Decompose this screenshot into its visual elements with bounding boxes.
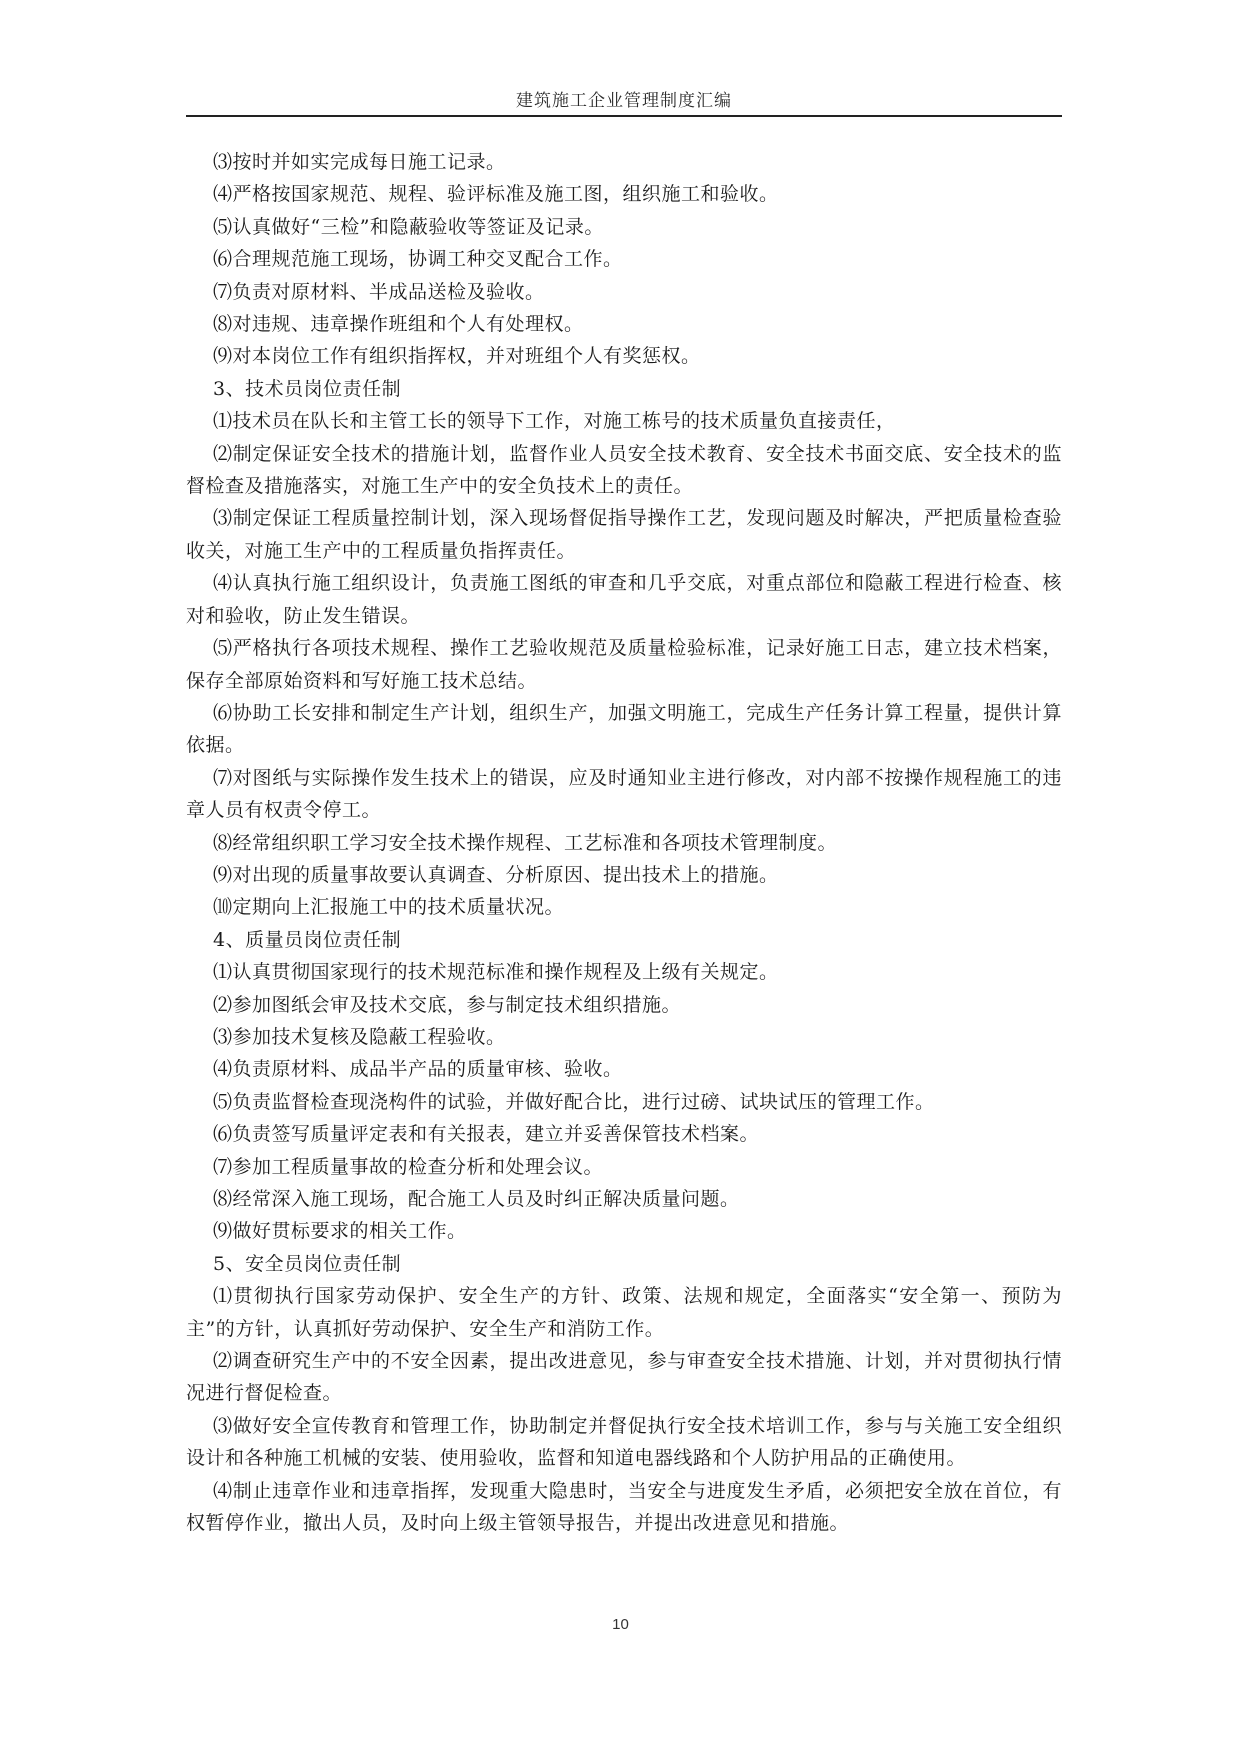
paragraph: ⑵调查研究生产中的不安全因素，提出改进意见，参与审查安全技术措施、计划，并对贯彻执行情况进行督促检查。 xyxy=(186,1350,1062,1405)
paragraph: ⑶按时并如实完成每日施工记录。 xyxy=(213,151,506,173)
paragraph: ⑸负责监督检查现浇构件的试验，并做好配合比，进行过磅、试块试压的管理工作。 xyxy=(213,1090,935,1113)
paragraph: ⑻经常深入施工现场，配合施工人员及时纠正解决质量问题。 xyxy=(213,1188,740,1210)
paragraph: ⑵参加图纸会审及技术交底，参与制定技术组织措施。 xyxy=(213,993,682,1016)
paragraph: ⑴贯彻执行国家劳动保护、安全生产的方针、政策、法规和规定，全面落实“安全第一、预防为主”的方针，认真抓好劳动保护、安全生产和消防工作。 xyxy=(186,1285,1062,1340)
paragraph: ⑴技术员在队长和主管工长的领导下工作，对施工栋号的技术质量负直接责任， xyxy=(213,410,896,433)
paragraph: ⑼对本岗位工作有组织指挥权，并对班组个人有奖惩权。 xyxy=(213,345,701,368)
paragraph: ⑷负责原材料、成品半产品的质量审核、验收。 xyxy=(213,1058,623,1081)
body-text xyxy=(186,146,1062,1539)
paragraph: ⑷认真执行施工组织设计，负责施工图纸的审查和几乎交底，对重点部位和隐蔽工程进行检查、核对和验收，防止发生错误。 xyxy=(186,572,1062,627)
paragraph: ⑻对违规、违章操作班组和个人有处理权。 xyxy=(213,313,584,336)
paragraph: ⑺负责对原材料、半成品送检及验收。 xyxy=(213,280,545,303)
paragraph: ⑷制止违章作业和违章指挥，发现重大隐患时，当安全与进度发生矛盾，必须把安全放在首位，有权暂停作业，撤出人员，及时向上级主管领导报告，并提出改进意见和措施。 xyxy=(186,1479,1062,1535)
paragraph: ⑽定期向上汇报施工中的技术质量状况。 xyxy=(213,896,565,919)
paragraph: ⑹协助工长安排和制定生产计划，组织生产，加强文明施工，完成生产任务计算工程量，提供计算依据。 xyxy=(186,701,1062,757)
page-number: 10 xyxy=(612,1616,629,1633)
section-heading: 5、安全员岗位责任制 xyxy=(213,1252,402,1275)
section-heading: 3、技术员岗位责任制 xyxy=(213,377,402,400)
paragraph: ⑹合理规范施工现场，协调工种交叉配合工作。 xyxy=(213,248,623,271)
paragraph: ⑸认真做好“三检”和隐蔽验收等签证及记录。 xyxy=(213,215,604,238)
paragraph: ⑺参加工程质量事故的检查分析和处理会议。 xyxy=(213,1155,604,1178)
paragraph: ⑷严格按国家规范、规程、验评标准及施工图，组织施工和验收。 xyxy=(213,183,779,206)
paragraph: ⑻经常组织职工学习安全技术操作规程、工艺标准和各项技术管理制度。 xyxy=(213,831,838,854)
paragraph: ⑼做好贯标要求的相关工作。 xyxy=(213,1220,467,1243)
paragraph: ⑵制定保证安全技术的措施计划，监督作业人员安全技术教育、安全技术书面交底、安全技术的监督检查及措施落实，对施工生产中的安全负技术上的责任。 xyxy=(186,442,1062,498)
running-header: 建筑施工企业管理制度汇编 xyxy=(516,91,732,111)
paragraph: ⑴认真贯彻国家现行的技术规范标准和操作规程及上级有关规定。 xyxy=(213,961,779,984)
paragraph: ⑺对图纸与实际操作发生技术上的错误，应及时通知业主进行修改，对内部不按操作规程施工的违章人员有权责令停工。 xyxy=(186,766,1062,822)
paragraph: ⑶参加技术复核及隐蔽工程验收。 xyxy=(213,1025,506,1048)
paragraph: ⑼对出现的质量事故要认真调查、分析原因、提出技术上的措施。 xyxy=(213,863,779,886)
paragraph: ⑶做好安全宣传教育和管理工作，协助制定并督促执行安全技术培训工作，参与与关施工安全组织设计和各种施工机械的安装、使用验收，监督和知道电器线路和个人防护用品的正确使用。 xyxy=(186,1414,1062,1470)
paragraph: ⑸严格执行各项技术规程、操作工艺验收规范及质量检验标准，记录好施工日志，建立技术档案，保存全部原始资料和写好施工技术总结。 xyxy=(186,637,1062,692)
paragraph: ⑹负责签写质量评定表和有关报表，建立并妥善保管技术档案。 xyxy=(213,1123,760,1146)
section-heading: 4、质量员岗位责任制 xyxy=(213,928,402,951)
paragraph: ⑶制定保证工程质量控制计划，深入现场督促指导操作工艺，发现问题及时解决，严把质量检查验收关，对施工生产中的工程质量负指挥责任。 xyxy=(186,507,1062,562)
header-rule xyxy=(186,115,1062,117)
